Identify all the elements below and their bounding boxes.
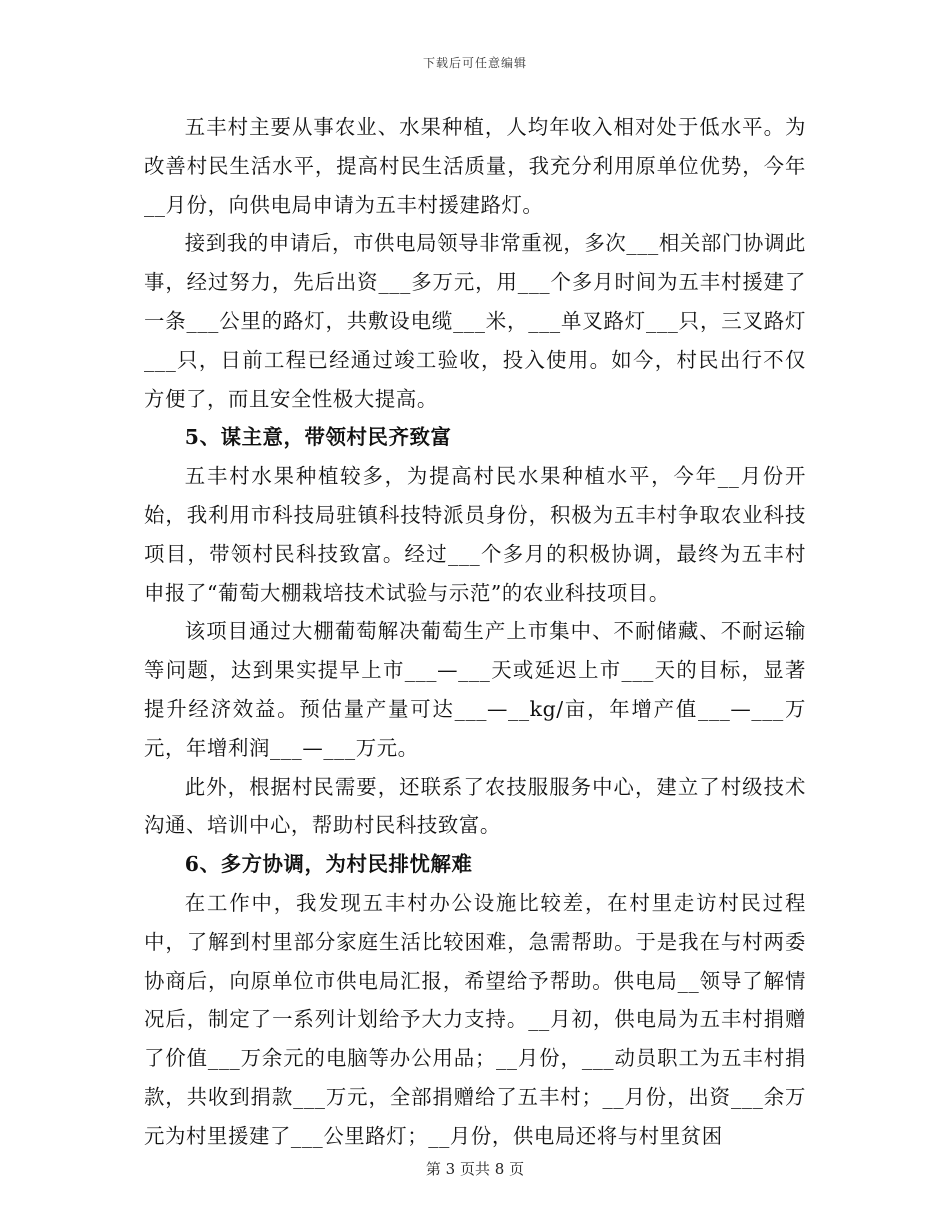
- section-heading: 6、多方协调，为村民排忧解难: [184, 852, 473, 877]
- paragraph: 五丰村主要从事农业、水果种植，人均年收入相对处于低水平。为改善村民生活水平，提高村民生活质量，我充分利用原单位优势，今年__月份，向供电局申请为五丰村援建路灯。: [144, 115, 806, 217]
- page-header: 下载后可任意编辑: [422, 56, 527, 70]
- section-heading: 5、谋主意，带领村民齐致富: [184, 425, 452, 450]
- page-footer: 第 3 页共 8 页: [425, 1160, 525, 1178]
- paragraph: 该项目通过大棚葡萄解决葡萄生产上市集中、不耐储藏、不耐运输等问题，达到果实提早上市___—___天或延迟上市___天的目标，显著提升经济效益。预估量产量可达___—__kg/亩，年增产值___—___万元，年增利润___—___万元。: [144, 619, 806, 760]
- paragraph: 在工作中，我发现五丰村办公设施比较差，在村里走访村民过程中，了解到村里部分家庭生活比较困难，急需帮助。于是我在与村两委协商后，向原单位市供电局汇报，希望给予帮助。供电局__领导了解情况后，制定了一系列计划给予大力支持。__月初，供电局为五丰村捐赠了价值___万余元的电脑等办公用品；__月份，___动员职工为五丰村捐款，共收到捐款___万元，全部捐赠给了五丰村；__月份，出资___余万元为村里援建了___公里路灯；__月份，供电局还将与村里贫困: [144, 890, 806, 1148]
- paragraph: 五丰村水果种植较多，为提高村民水果种植水平，今年__月份开始，我利用市科技局驻镇科技特派员身份，积极为五丰村争取农业科技项目，带领村民科技致富。经过___个多月的积极协调，最终为五丰村申报了“葡萄大棚栽培技术试验与示范”的农业科技项目。: [144, 464, 806, 605]
- document-body: [144, 108, 806, 1156]
- paragraph: 此外，根据村民需要，还联系了农技服服务中心，建立了村级技术沟通、培训中心，帮助村民科技致富。: [144, 774, 806, 838]
- paragraph: 接到我的申请后，市供电局领导非常重视，多次___相关部门协调此事，经过努力，先后出资___多万元，用___个多月时间为五丰村援建了一条___公里的路灯，共敷设电缆___米，___单叉路灯___只，三叉路灯___只，日前工程已经通过竣工验收，投入使用。如今，村民出行不仅方便了，而且安全性极大提高。: [144, 231, 806, 411]
